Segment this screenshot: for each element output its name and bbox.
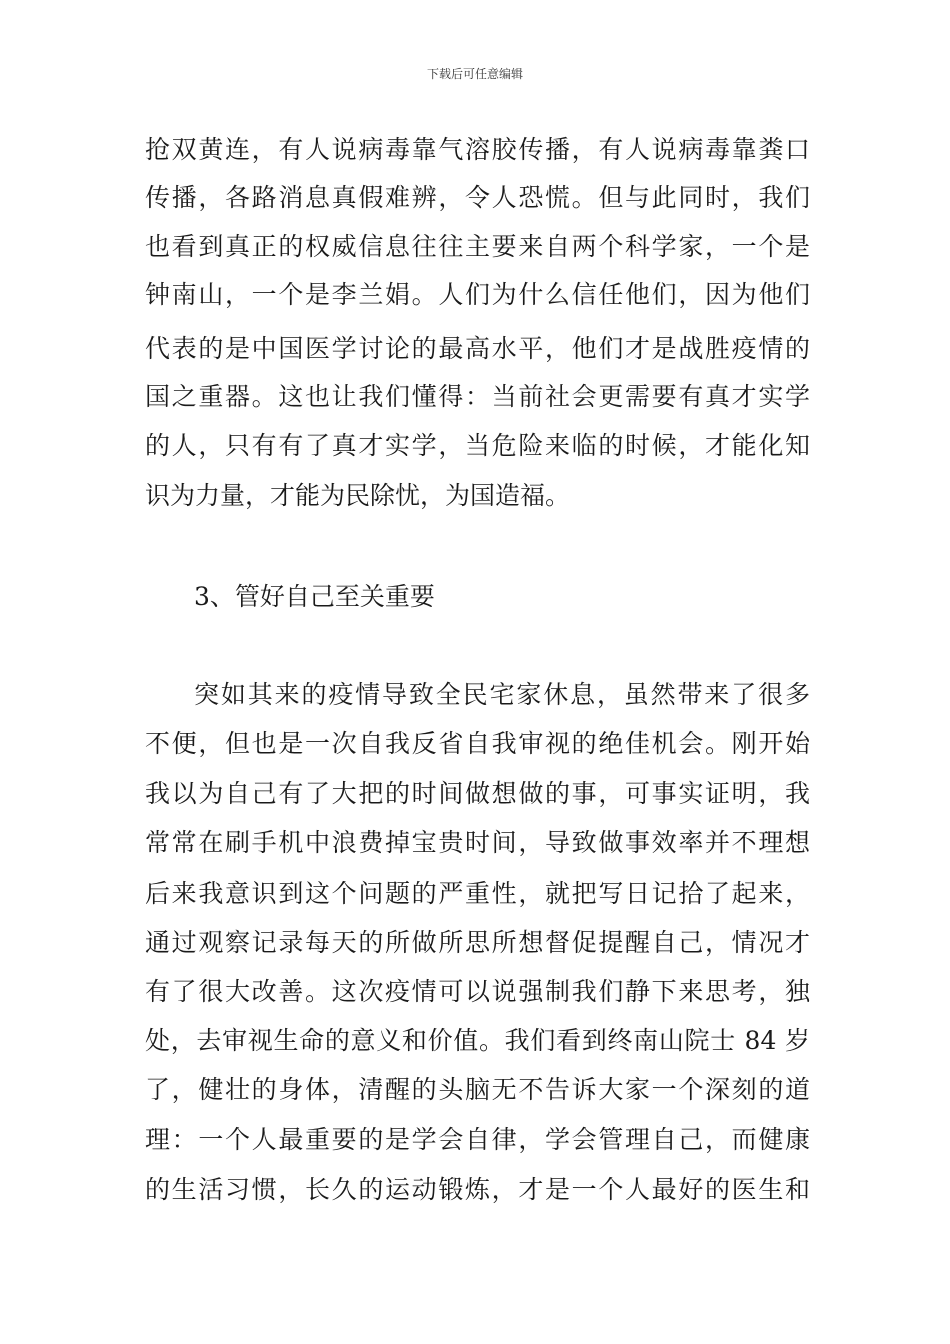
paragraph-2-line: 不便，但也是一次自我反省自我审视的绝佳机会。刚开始	[145, 729, 810, 758]
paragraph-1-line: 传播，各路消息真假难辨，令人恐慌。但与此同时，我们	[145, 183, 810, 212]
paragraph-1-line: 也看到真正的权威信息往往主要来自两个科学家，一个是	[145, 232, 810, 261]
paragraph-1-line: 代表的是中国医学讨论的最高水平，他们才是战胜疫情的	[145, 334, 810, 363]
paragraph-2-line: 突如其来的疫情导致全民宅家休息，虽然带来了很多	[194, 680, 810, 709]
paragraph-1-line: 抢双黄连，有人说病毒靠气溶胶传播，有人说病毒靠粪口	[145, 135, 810, 164]
paragraph-1-line: 国之重器。这也让我们懂得：当前社会更需要有真才实学	[145, 382, 810, 411]
paragraph-2-line: 通过观察记录每天的所做所思所想督促提醒自己，情况才	[145, 928, 810, 957]
section-heading: 3、管好自己至关重要	[194, 582, 435, 611]
paragraph-2-line: 后来我意识到这个问题的严重性，就把写日记拾了起来，	[145, 879, 810, 908]
paragraph-2-line: 有了很大改善。这次疫情可以说强制我们静下来思考，独	[145, 977, 810, 1006]
paragraph-1-line: 识为力量，才能为民除忧，为国造福。	[145, 481, 571, 510]
paragraph-1-line: 的人，只有有了真才实学，当危险来临的时候，才能化知	[145, 431, 810, 460]
paragraph-2-line: 了，健壮的身体，清醒的头脑无不告诉大家一个深刻的道	[145, 1075, 810, 1104]
paragraph-2-line: 我以为自己有了大把的时间做想做的事，可事实证明，我	[145, 779, 810, 808]
paragraph-2-line: 处，去审视生命的意义和价值。我们看到终南山院士 84 岁	[145, 1026, 810, 1055]
page-header: 下载后可任意编辑	[426, 67, 523, 81]
paragraph-2-line: 常常在刷手机中浪费掉宝贵时间，导致做事效率并不理想	[145, 828, 810, 857]
paragraph-2-line: 理：一个人最重要的是学会自律，学会管理自己，而健康	[145, 1125, 810, 1154]
paragraph-2-line: 的生活习惯，长久的运动锻炼，才是一个人最好的医生和	[145, 1175, 810, 1204]
paragraph-1-line: 钟南山，一个是李兰娟。人们为什么信任他们，因为他们	[145, 280, 810, 309]
